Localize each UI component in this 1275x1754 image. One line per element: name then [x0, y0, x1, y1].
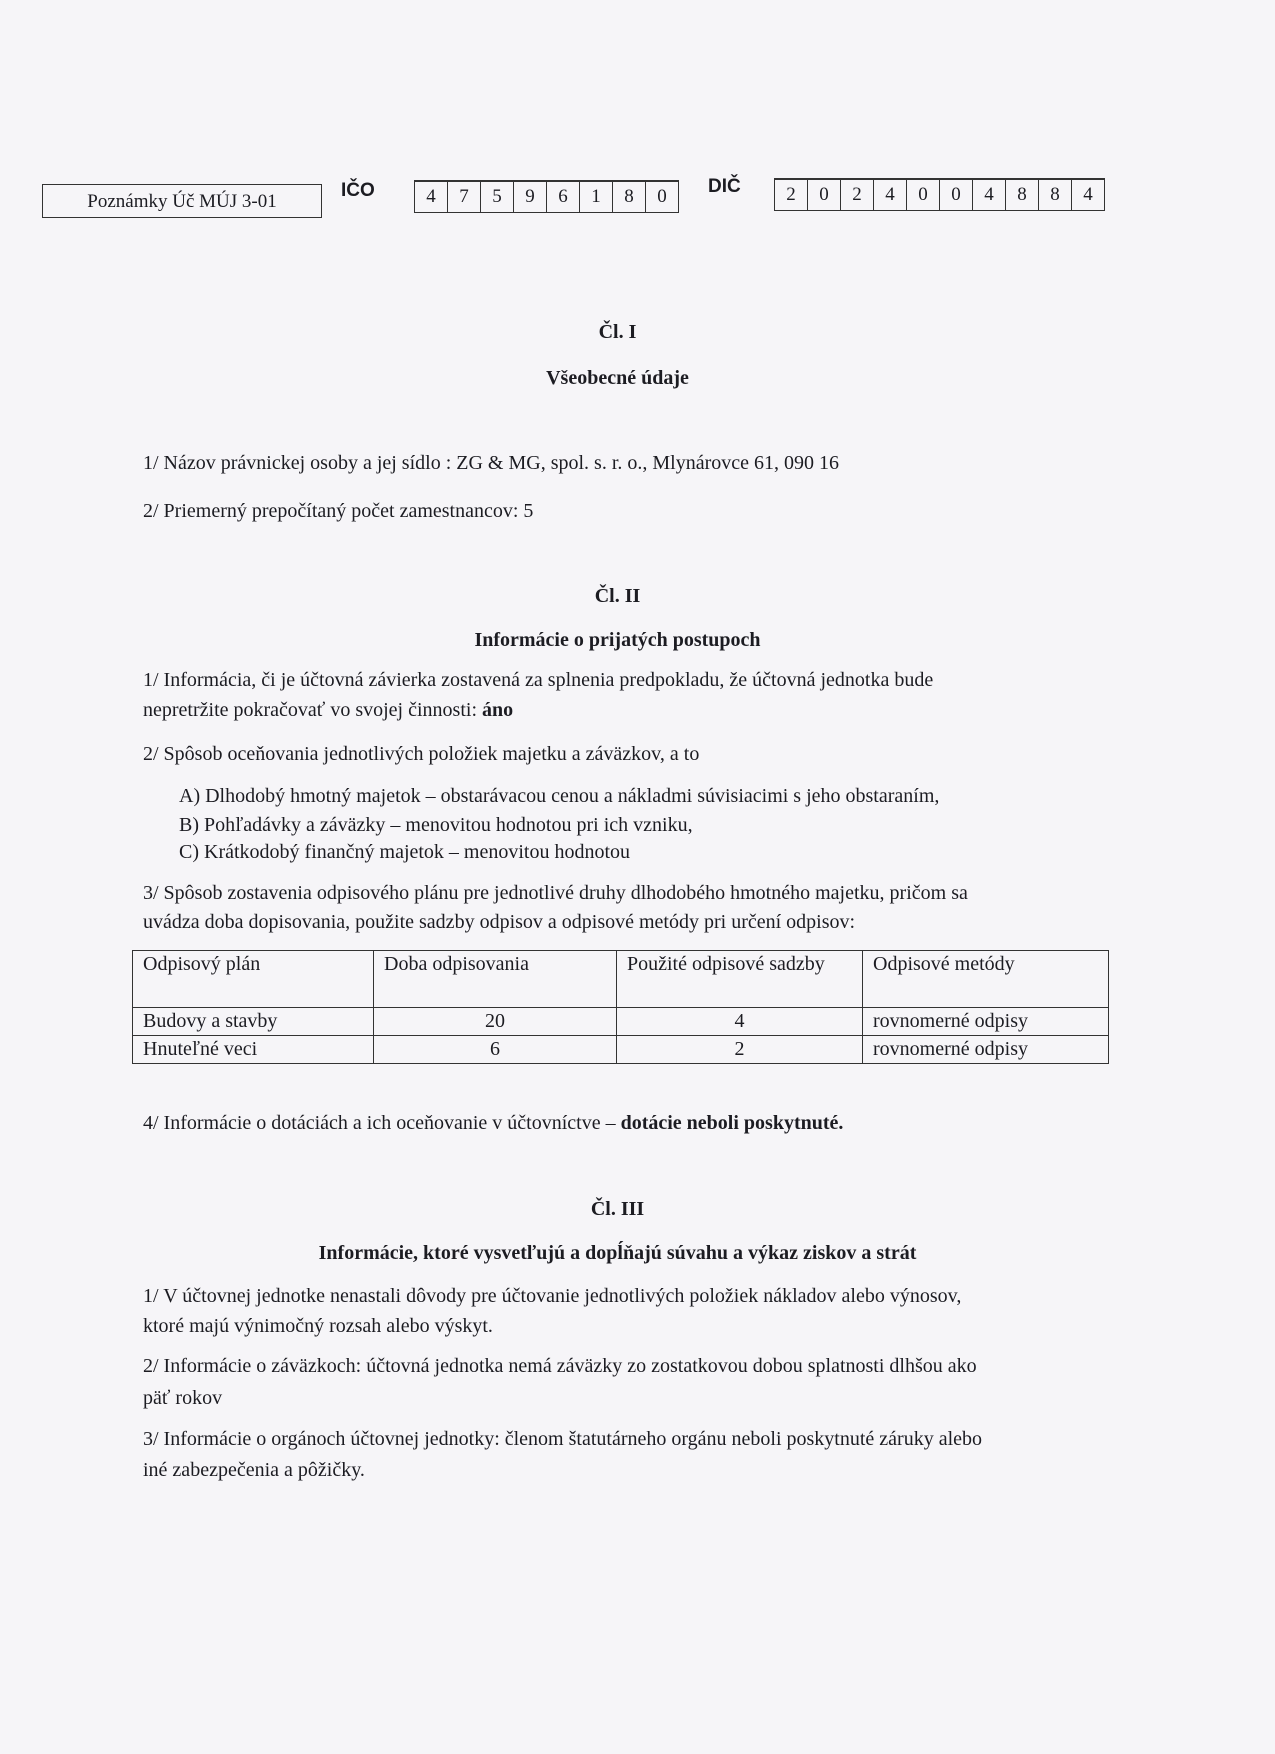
valuation-item: C) Krátkodobý finančný majetok – menovitou hodnotou	[179, 841, 631, 863]
section-2-title: Čl. II	[594, 585, 641, 607]
digit-cell: 6	[547, 182, 580, 212]
section-1-subtitle: Všeobecné údaje	[546, 367, 689, 389]
ico-digits	[414, 180, 679, 213]
subsidies-line	[143, 1112, 843, 1135]
table-row	[133, 1008, 1109, 1036]
unusual-items-line1: 1/ V účtovnej jednotke nenastali dôvody pre účtovanie jednotlivých položiek nákladov alebo výnosov,	[143, 1285, 962, 1307]
digit-cell: 0	[907, 180, 940, 210]
digit-cell: 8	[1039, 180, 1072, 210]
subsidies-text: 4/ Informácie o dotáciách a ich oceňovanie v účtovníctve –	[143, 1112, 621, 1134]
digit-cell: 4	[973, 180, 1006, 210]
digit-cell: 2	[775, 180, 808, 210]
section-3-title: Čl. III	[590, 1198, 645, 1220]
table-cell: 20	[374, 1008, 617, 1036]
dic-digits	[774, 178, 1105, 211]
liabilities-line1: 2/ Informácie o záväzkoch: účtovná jednotka nemá záväzky zo zostatkovou dobou splatnosti dlhšou ako	[143, 1355, 977, 1377]
table-header: Použité odpisové sadzby	[617, 951, 863, 1008]
going-concern-answer: áno	[482, 699, 514, 721]
unusual-items-line2: ktoré majú výnimočný rozsah alebo výskyt.	[143, 1315, 493, 1337]
table-header: Doba odpisovania	[374, 951, 617, 1008]
going-concern-line1: 1/ Informácia, či je účtovná závierka zostavená za splnenia predpokladu, že účtovná jednotka bude	[143, 669, 934, 691]
depreciation-intro-line1: 3/ Spôsob zostavenia odpisového plánu pre jednotlivé druhy dlhodobého hmotného majetku, pričom sa	[143, 882, 968, 904]
table-cell: Hnuteľné veci	[133, 1036, 374, 1064]
valuation-intro: 2/ Spôsob oceňovania jednotlivých položiek majetku a záväzkov, a to	[143, 743, 700, 765]
digit-cell: 0	[940, 180, 973, 210]
digit-cell: 0	[808, 180, 841, 210]
section-3-subtitle: Informácie, ktoré vysvetľujú a dopĺňajú súvahu a výkaz ziskov a strát	[318, 1242, 917, 1264]
depreciation-intro-line2: uvádza doba dopisovania, použite sadzby odpisov a odpisové metódy pri určení odpisov:	[143, 911, 856, 933]
digit-cell: 0	[657, 186, 667, 207]
going-concern-text: nepretržite pokračovať vo svojej činnosti:	[143, 699, 482, 721]
subsidies-answer: dotácie neboli poskytnuté.	[620, 1112, 844, 1134]
digit-cell: 4	[874, 180, 907, 210]
table-header: Odpisové metódy	[863, 951, 1109, 1008]
ico-label: IČO	[341, 180, 375, 201]
liabilities-line2: päť rokov	[143, 1387, 223, 1409]
table-header: Odpisový plán	[133, 951, 374, 1008]
digit-cell: 2	[841, 180, 874, 210]
section-1-title: Čl. I	[598, 321, 637, 343]
company-name: 1/ Názov právnickej osoby a jej sídlo : ZG & MG, spol. s. r. o., Mlynárovce 61, 090 16	[143, 452, 840, 474]
table-header-row	[133, 951, 1109, 1008]
digit-cell: 8	[1006, 180, 1039, 210]
digit-cell: 8	[613, 182, 646, 212]
digit-cell: 5	[481, 182, 514, 212]
table-cell: 4	[617, 1008, 863, 1036]
table-cell: rovnomerné odpisy	[863, 1036, 1109, 1064]
bodies-line2: iné zabezpečenia a pôžičky.	[143, 1459, 365, 1481]
digit-cell: 4	[415, 182, 448, 212]
table-cell: Budovy a stavby	[133, 1008, 374, 1036]
dic-label: DIČ	[708, 176, 741, 197]
bodies-line1: 3/ Informácie o orgánoch účtovnej jednotky: členom štatutárneho orgánu neboli poskytnuté záruky alebo	[143, 1428, 983, 1450]
employee-count: 2/ Priemerný prepočítaný počet zamestnancov: 5	[143, 500, 534, 522]
table-cell: 6	[374, 1036, 617, 1064]
digit-cell: 7	[448, 182, 481, 212]
form-label-box: Poznámky Úč MÚJ 3-01	[42, 184, 322, 218]
valuation-item: B) Pohľadávky a záväzky – menovitou hodnotou pri ich vzniku,	[179, 814, 693, 836]
table-cell: 2	[617, 1036, 863, 1064]
digit-cell: 1	[580, 182, 613, 212]
going-concern-line2	[143, 699, 513, 722]
table-cell: rovnomerné odpisy	[863, 1008, 1109, 1036]
section-2-subtitle: Informácie o prijatých postupoch	[474, 629, 761, 651]
valuation-item: A) Dlhodobý hmotný majetok – obstarávacou cenou a nákladmi súvisiacimi s jeho obstaraním,	[179, 785, 940, 807]
depreciation-table	[132, 950, 1109, 1064]
digit-cell: 4	[1083, 184, 1093, 205]
digit-cell: 9	[514, 182, 547, 212]
table-row	[133, 1036, 1109, 1064]
